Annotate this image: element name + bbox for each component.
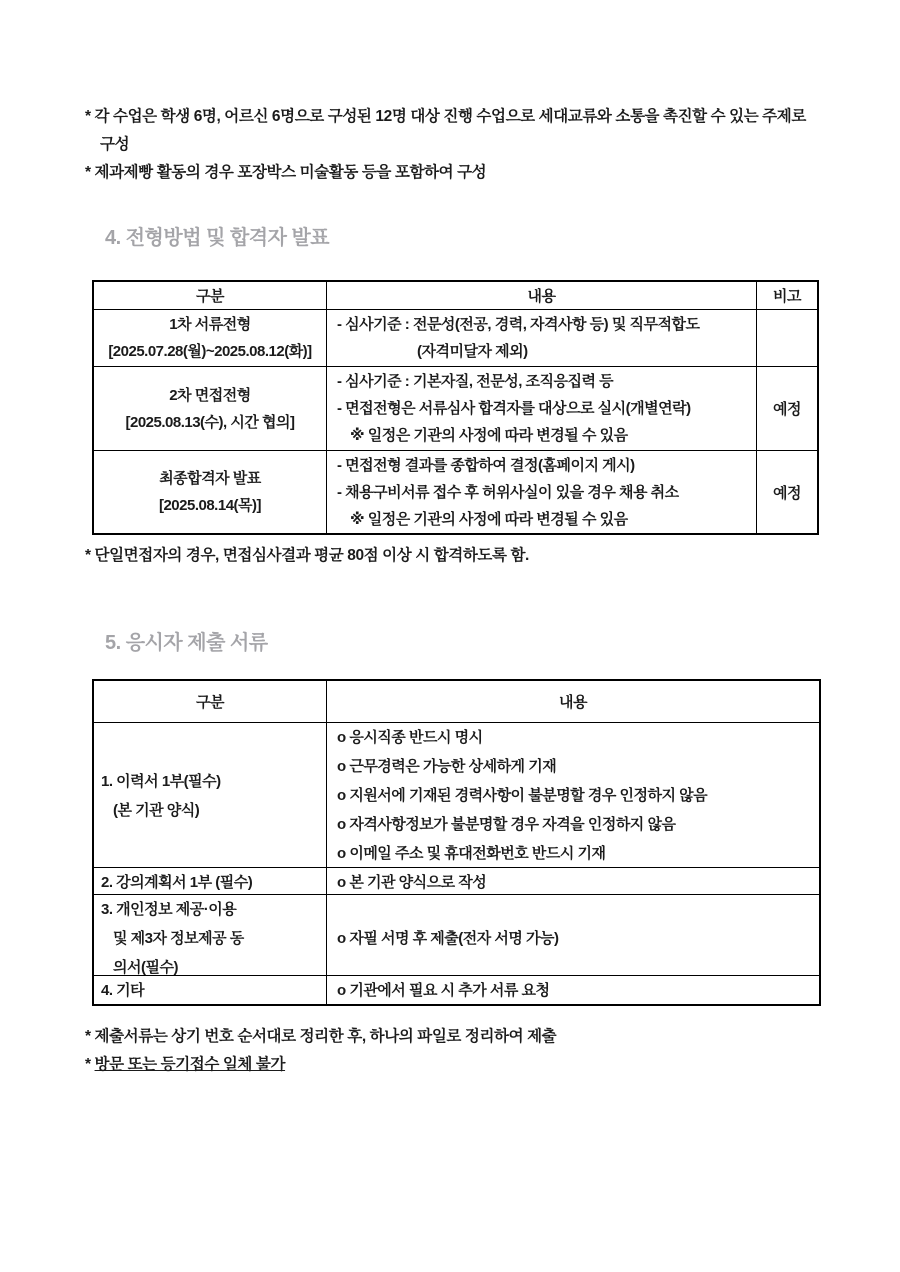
selection-process-table [92,280,819,535]
column-header-category: 구분 [94,681,327,722]
category-line: 2차 면접전형 [169,386,251,404]
content-line: o 응시직종 반드시 명시 [337,729,483,746]
column-header-remark: 비고 [773,288,801,305]
row-content-cell [327,895,819,982]
footer-note-emphasized [85,1051,815,1079]
submission-documents-table [92,679,821,1006]
category-line: 의서(필수) [113,959,178,976]
content-line: o 본 기관 양식으로 작성 [337,874,487,891]
content-line: o 기관에서 필요 시 추가 서류 요청 [337,982,550,999]
table-header-row [94,681,819,723]
content-line: ※ 일정은 기관의 사정에 따라 변경될 수 있음 [350,427,628,444]
row-category-cell [94,868,327,897]
category-line: [2025.08.14(목)] [158,497,262,514]
category-line: [2025.07.28(월)~2025.08.12(화)] [108,343,312,360]
content-line: - 면접전형은 서류심사 합격자를 대상으로 실시(개별연락) [337,400,691,417]
row-category-cell [94,976,327,1005]
section5-title: 5. 응시자 제출 서류 [105,632,268,654]
content-line: - 심사기준 : 전문성(전공, 경력, 자격사항 등) 및 직무적합도 [337,316,700,333]
content-line: o 자필 서명 후 제출(전자 서명 가능) [337,930,559,947]
category-line: 및 제3자 정보제공 동 [113,930,244,947]
footer-note-prefix: * [85,1056,95,1073]
section4-title: 4. 전형방법 및 합격자 발표 [105,227,330,249]
row-remark-cell [757,310,817,366]
table-row [94,367,817,451]
column-header-content: 내용 [559,694,587,711]
footer-note-underlined-text: 방문 또는 등기접수 일체 불가 [94,1056,286,1073]
table-header-row [94,282,817,310]
content-line: o 지원서에 기재된 경력사항이 불분명할 경우 인정하지 않음 [337,787,708,804]
column-header-content: 내용 [327,282,757,309]
content-line: - 심사기준 : 기본자질, 전문성, 조직응집력 등 [337,373,614,390]
top-notes [85,103,815,187]
content-line: (자격미달자 제외) [417,343,528,360]
category-line: 최종합격자 발표 [159,470,261,487]
row-category-cell [94,310,327,366]
row-category-cell [94,895,327,982]
content-line: - 채용구비서류 접수 후 허위사실이 있을 경우 채용 취소 [337,483,679,501]
content-line: o 근무경력은 가능한 상세하게 기재 [337,758,557,775]
category-line: 4. 기타 [101,982,145,999]
row-content-cell [327,868,819,897]
top-note-line: * 제과제빵 활동의 경우 포장박스 미술활동 등을 포함하여 구성 [85,164,487,181]
table-row [94,868,819,895]
column-header-category: 구분 [94,282,327,309]
row-content-cell [327,367,757,450]
row-content-cell [327,310,757,366]
content-line: o 자격사항정보가 불분명할 경우 자격을 인정하지 않음 [337,816,676,833]
table-row [94,976,819,1004]
row-content-cell [327,451,757,533]
row-remark-cell: 예정 [773,484,801,502]
table-row [94,451,817,533]
category-line: 3. 개인정보 제공·이용 [101,901,237,918]
category-line: [2025.08.13(수), 시간 협의] [125,413,295,431]
content-line: ※ 일정은 기관의 사정에 따라 변경될 수 있음 [350,510,628,528]
category-line: (본 기관 양식) [113,801,200,819]
category-line: 1차 서류전형 [169,316,251,333]
content-line: - 면접전형 결과를 종합하여 결정(홈페이지 게시) [337,456,635,474]
row-category-cell [94,451,327,533]
table-row [94,895,819,976]
table-row [94,723,819,868]
category-line: 2. 강의계획서 1부 (필수) [101,874,253,891]
section4-footnote: * 단일면접자의 경우, 면접심사결과 평균 80점 이상 시 합격하도록 함. [85,547,529,564]
footer-note-line: * 제출서류는 상기 번호 순서대로 정리한 후, 하나의 파일로 정리하여 제출 [85,1028,557,1045]
row-content-cell [327,723,819,868]
category-line: 1. 이력서 1부(필수) [101,772,221,790]
row-content-cell [327,976,819,1005]
row-remark-cell: 예정 [773,401,801,418]
top-note-line: * 각 수업은 학생 6명, 어르신 6명으로 구성된 12명 대상 진행 수업으로 세대교류와 소통을 촉진할 수 있는 주제로 구성 [85,108,806,153]
row-category-cell [94,723,327,868]
content-line: o 이메일 주소 및 휴대전화번호 반드시 기재 [337,845,606,862]
footer-notes [85,1023,815,1079]
table-row [94,310,817,367]
row-category-cell [94,367,327,450]
